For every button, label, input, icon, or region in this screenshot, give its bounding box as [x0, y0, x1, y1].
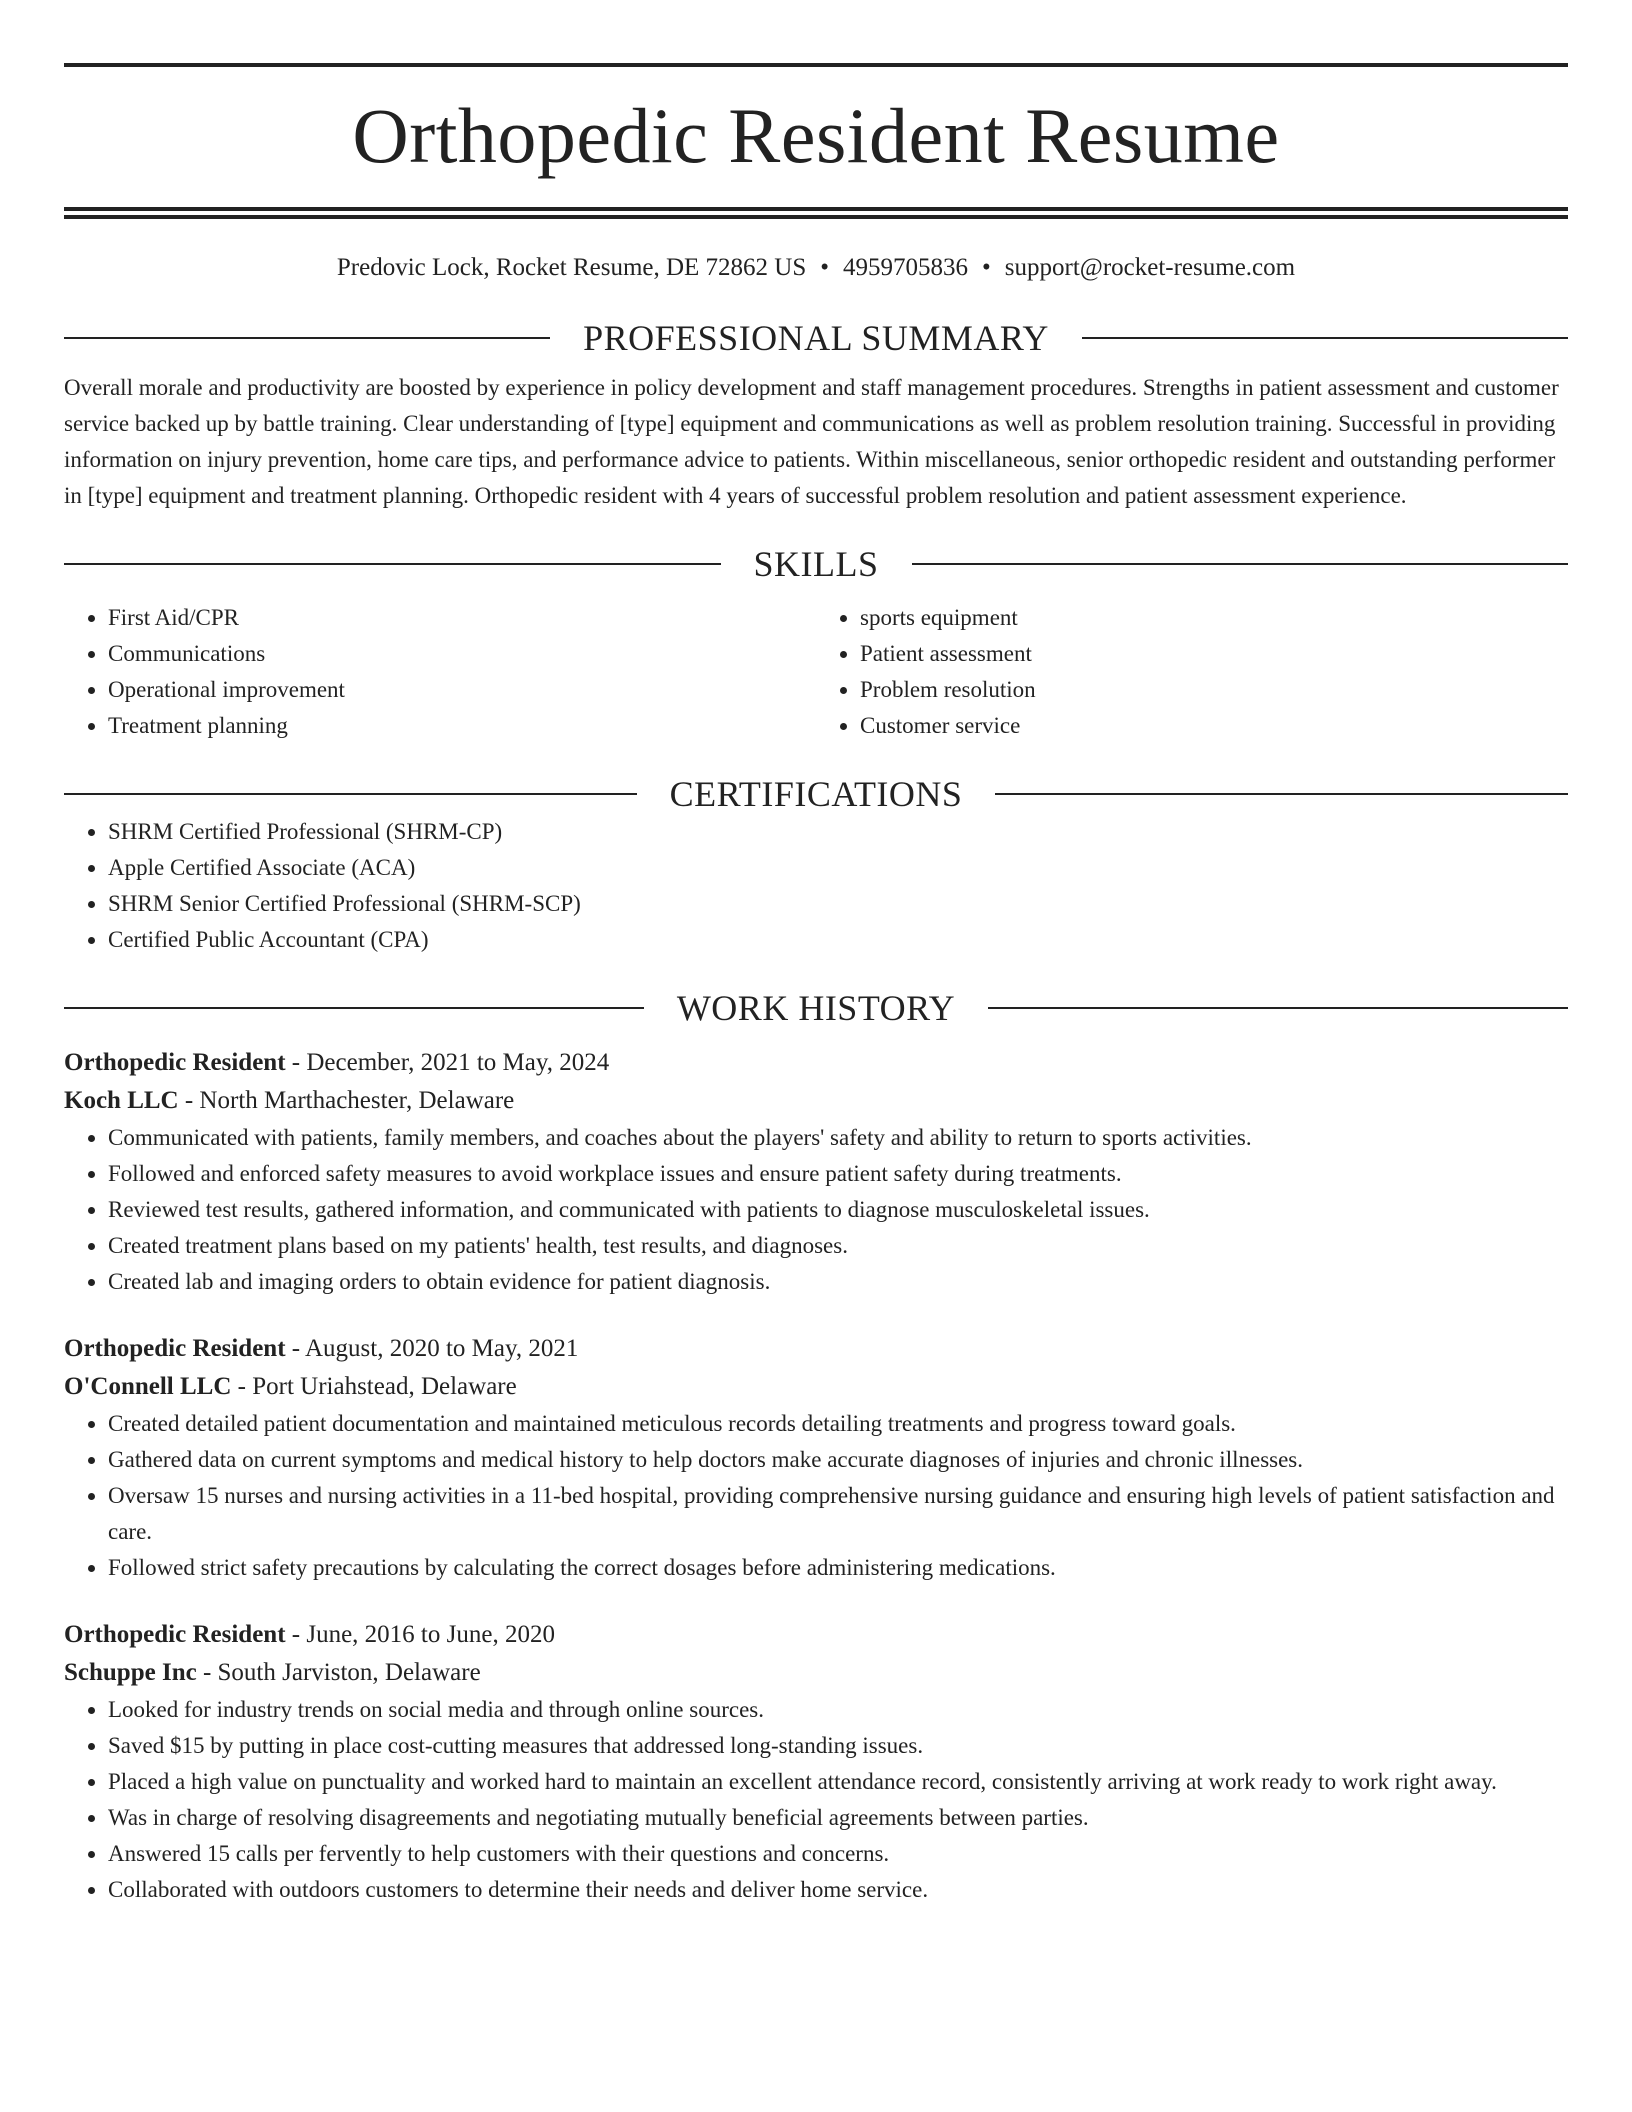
- job-role: Orthopedic Resident: [64, 1621, 286, 1648]
- job-location: - South Jarviston, Delaware: [196, 1659, 481, 1686]
- section-heading-work: [64, 988, 1568, 1028]
- job-title-line: [64, 1616, 1568, 1654]
- job-company: O'Connell LLC: [64, 1373, 232, 1400]
- job-duty-item: • Oversaw 15 nurses and nursing activities in a 11-bed hospital, providing comprehensive nursing guidance and ensuring high levels of patient satisfaction and care.: [108, 1478, 1568, 1550]
- job-dates: - June, 2016 to June, 2020: [285, 1621, 555, 1648]
- job-title-line: [64, 1044, 1568, 1082]
- contact-separator: •: [982, 254, 991, 281]
- skill-item: • sports equipment: [860, 600, 1568, 636]
- job-company: Schuppe Inc: [64, 1659, 197, 1686]
- section-heading-summary: [64, 318, 1568, 358]
- skill-item: • Problem resolution: [860, 672, 1568, 708]
- certification-item: • Certified Public Accountant (CPA): [108, 922, 1568, 958]
- certification-item: • SHRM Senior Certified Professional (SHRM-SCP): [108, 886, 1568, 922]
- contact-address: Predovic Lock, Rocket Resume, DE 72862 US: [336, 254, 807, 281]
- job-duty-item: • Placed a high value on punctuality and worked hard to maintain an excellent attendance record, consistently arriving at work ready to work right away.: [108, 1764, 1568, 1800]
- heading-rule: [912, 563, 1569, 565]
- job-duty-item: • Created treatment plans based on my patients' health, test results, and diagnoses.: [108, 1228, 1568, 1264]
- skills-column-left: [64, 600, 816, 744]
- certification-item: • SHRM Certified Professional (SHRM-CP): [108, 814, 1568, 850]
- job-company-line: [64, 1082, 1568, 1120]
- job-company-line: [64, 1654, 1568, 1692]
- heading-rule: [995, 793, 1568, 795]
- heading-rule: [988, 1007, 1568, 1009]
- job-duties-list: [64, 1692, 1568, 1908]
- certifications-list: [64, 814, 1568, 958]
- contact-phone: 4959705836: [843, 254, 969, 281]
- section-title: PROFESSIONAL SUMMARY: [583, 318, 1049, 358]
- job-duty-item: • Answered 15 calls per fervently to help customers with their questions and concerns.: [108, 1836, 1568, 1872]
- job-duties-list: [64, 1120, 1568, 1300]
- job-duty-item: • Followed strict safety precautions by calculating the correct dosages before administering medications.: [108, 1550, 1568, 1586]
- contact-email[interactable]: support@rocket-resume.com: [1004, 254, 1296, 281]
- heading-rule: [64, 1007, 644, 1009]
- skills-list-right: [816, 600, 1568, 744]
- top-rule: [64, 63, 1568, 67]
- resume-title: Orthopedic Resident Resume: [352, 92, 1280, 179]
- job-duty-item: • Looked for industry trends on social media and through online sources.: [108, 1692, 1568, 1728]
- job-title-line: [64, 1330, 1568, 1368]
- section-heading-certifications: [64, 774, 1568, 814]
- job-dates: - August, 2020 to May, 2021: [285, 1335, 579, 1362]
- section-title: SKILLS: [753, 544, 879, 584]
- contact-separator: •: [820, 254, 830, 281]
- job-duty-item: • Created detailed patient documentation and maintained meticulous records detailing treatments and progress toward goals.: [108, 1406, 1568, 1442]
- contact-line: [64, 255, 1568, 280]
- skill-item: • Treatment planning: [108, 708, 816, 744]
- heading-rule: [1082, 337, 1568, 339]
- job-duty-item: • Followed and enforced safety measures to avoid workplace issues and ensure patient safety during treatments.: [108, 1156, 1568, 1192]
- job-role: Orthopedic Resident: [64, 1335, 286, 1362]
- section-title: CERTIFICATIONS: [669, 774, 963, 814]
- heading-rule: [64, 793, 637, 795]
- skill-item: • First Aid/CPR: [108, 600, 816, 636]
- job-duties-list: [64, 1406, 1568, 1586]
- certification-item: • Apple Certified Associate (ACA): [108, 850, 1568, 886]
- skill-item: • Patient assessment: [860, 636, 1568, 672]
- job-duty-item: • Collaborated with outdoors customers to determine their needs and deliver home service.: [108, 1872, 1568, 1908]
- job-location: - North Marthachester, Delaware: [178, 1087, 515, 1114]
- job-entry: [64, 1616, 1568, 1908]
- job-duty-item: • Was in charge of resolving disagreements and negotiating mutually beneficial agreements between parties.: [108, 1800, 1568, 1836]
- job-company: Koch LLC: [64, 1087, 179, 1114]
- job-dates: - December, 2021 to May, 2024: [285, 1049, 610, 1076]
- job-entry: [64, 1044, 1568, 1300]
- job-duty-item: • Reviewed test results, gathered information, and communicated with patients to diagnose musculoskeletal issues.: [108, 1192, 1568, 1228]
- skill-item: • Communications: [108, 636, 816, 672]
- section-heading-skills: [64, 544, 1568, 584]
- job-entry: [64, 1330, 1568, 1586]
- job-duty-item: • Gathered data on current symptoms and medical history to help doctors make accurate diagnoses of injuries and chronic illnesses.: [108, 1442, 1568, 1478]
- title-double-rule: [64, 207, 1568, 219]
- work-history: [64, 1044, 1568, 1908]
- job-duty-item: • Communicated with patients, family members, and coaches about the players' safety and ability to return to sports activities.: [108, 1120, 1568, 1156]
- heading-rule: [64, 337, 550, 339]
- job-duty-item: • Saved $15 by putting in place cost-cutting measures that addressed long-standing issues.: [108, 1728, 1568, 1764]
- section-title: WORK HISTORY: [676, 988, 956, 1028]
- summary-paragraph: Overall morale and productivity are boosted by experience in policy development and staff management procedures. Strengths in patient assessment and customer service backed up by battle training. Clear understanding of [type] equipment and communications as well as problem resolution training. Successful in providing information on injury prevention, home care tips, and performance advice to patients. Within miscellaneous, senior orthopedic resident and outstanding performer in [type] equipment and treatment planning. Orthopedic resident with 4 years of successful problem resolution and patient assessment experience.: [64, 375, 1559, 508]
- job-location: - Port Uriahstead, Delaware: [231, 1373, 517, 1400]
- skill-item: • Operational improvement: [108, 672, 816, 708]
- skill-item: • Customer service: [860, 708, 1568, 744]
- job-duty-item: • Created lab and imaging orders to obtain evidence for patient diagnosis.: [108, 1264, 1568, 1300]
- skills-grid: [64, 600, 1568, 744]
- job-company-line: [64, 1368, 1568, 1406]
- job-role: Orthopedic Resident: [64, 1049, 286, 1076]
- skills-column-right: [816, 600, 1568, 744]
- skills-list-left: [64, 600, 816, 744]
- heading-rule: [64, 563, 721, 565]
